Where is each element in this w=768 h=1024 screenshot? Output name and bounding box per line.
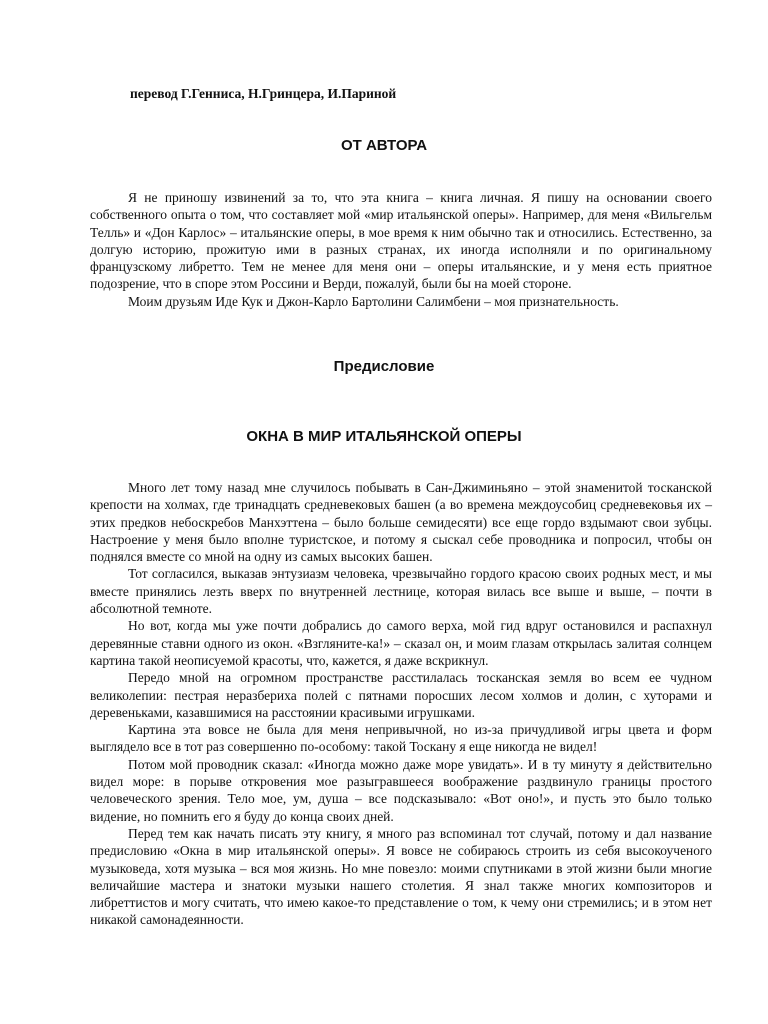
chapter-paragraph: Картина эта вовсе не была для меня непривычной, но из-за причудливой игры цвета и форм выглядело все в тот раз совершенно по-особому: такой Тоскану я еще никогда не видел! [90,722,712,755]
chapter-section [90,479,712,929]
chapter-paragraph: Много лет тому назад мне случилось побывать в Сан-Джиминьяно – этой знаменитой тосканской крепости на холмах, где тринадцать средневековых башен (а во времена междоусобиц средневековья их – этих предков небоскребов Манхэттена – было больше семидесяти) все еще гордо вздымают свои зубцы. Настроение у меня было вполне туристское, и потому я сыскал себе проводника и попросил, чтобы он поднялся вместе со мной на одну из самых высоких башен. [90,480,712,565]
chapter-paragraph: Потом мой проводник сказал: «Иногда можно даже море увидать». И в ту минуту я действительно видел море: в порыве откровения мое разыгравшееся воображение раздвинуло границы простого человеческого зрения. Тело мое, ум, душа – все подсказывало: «Вот оно!», и пусть это было только видение, но помнить его я буду до конца своих дней. [90,756,712,824]
chapter-paragraph: Передо мной на огромном пространстве расстилалась тосканская земля во всем ее чудном великолепии: пестрая неразбериха полей с пятнами поросших лесом холмов и долин, с хуторами и деревеньками, казавшимися на расстоянии красивыми игрушками. [90,670,712,720]
author-section [90,189,712,310]
author-paragraph: Я не приношу извинений за то, что эта книга – книга личная. Я пишу на основании своего собственного опыта о том, что составляет мой «мир итальянской оперы». Например, для меня «Вильгельм Телль» и «Дон Карлос» – итальянские оперы, в мое время к ним обычно так и относились. Естественно, за долгую историю, прожитую ими в разных странах, их иногда исполняли и по оригинальному французскому либретто. Тем не менее для меня они – оперы итальянские, и у меня есть приятное подозрение, что в споре этом Россини и Верди, пожалуй, были бы на моей стороне. [90,190,712,292]
author-heading: ОТ АВТОРА [340,137,428,154]
preface-heading: Предисловие [333,358,435,375]
author-paragraph: Моим друзьям Иде Кук и Джон-Карло Бартолини Салимбени – моя признательность. [128,293,619,309]
translators-credit: перевод Г.Генниса, Н.Гринцера, И.Париной [130,86,397,101]
chapter-heading: ОКНА В МИР ИТАЛЬЯНСКОЙ ОПЕРЫ [246,428,522,445]
chapter-paragraph: Перед тем как начать писать эту книгу, я много раз вспоминал тот случай, потому и дал название предисловию «Окна в мир итальянской оперы». Я вовсе не собираюсь строить из себя высокоученого музыковеда, хотя музыка – вся моя жизнь. Но мне повезло: моими спутниками в этой жизни были многие величайшие мастера и знатоки музыки нашего столетия. Я знал также многих композиторов и либреттистов и могу считать, что имею какое-то представление о том, к чему они стремились; и в этом нет никакой самонадеянности. [90,825,712,928]
chapter-paragraph: Тот согласился, выказав энтузиазм человека, чрезвычайно гордого красою своих родных мест, и мы вместе принялись лезть вверх по внутренней лестнице, которая вилась все выше и выше, – почти в абсолютной темноте. [90,566,712,617]
chapter-paragraph: Но вот, когда мы уже почти добрались до самого верха, мой гид вдруг остановился и распахнул деревянные ставни одного из окон. «Взгляните-ка!» – сказал он, и моим глазам открылась залитая солнцем картина такой неописуемой красоты, что, кажется, я даже вскрикнул. [90,618,712,668]
